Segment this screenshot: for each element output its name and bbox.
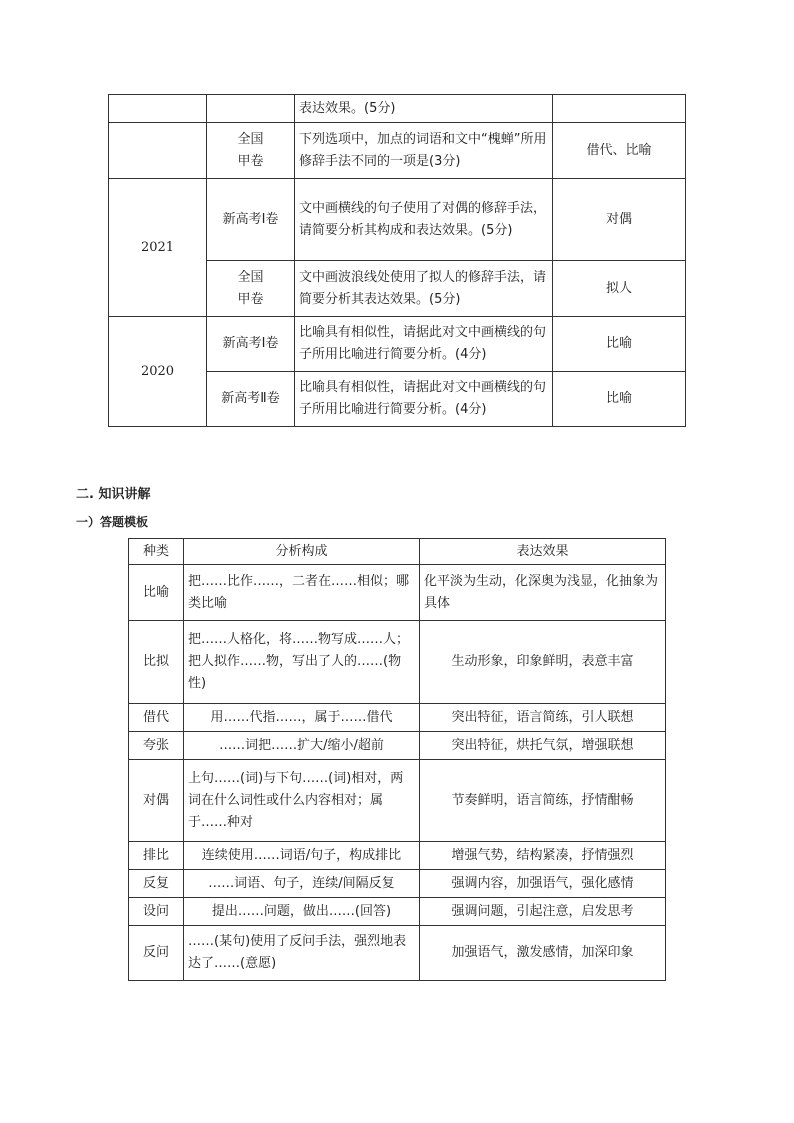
kind-cell: 对偶 bbox=[129, 760, 184, 842]
kind-cell: 反问 bbox=[129, 926, 184, 981]
question-cell: 比喻具有相似性，请据此对文中画横线的句子所用比喻进行简要分析。(4分) bbox=[295, 372, 553, 427]
analysis-cell: 把……比作……，二者在……相似；哪类比喻 bbox=[184, 565, 420, 621]
table-row bbox=[129, 898, 666, 926]
paper-cell: 全国 甲卷 bbox=[207, 123, 295, 179]
table-row bbox=[129, 732, 666, 760]
analysis-cell: 上句……(词)与下句……(词)相对，两词在什么词性或什么内容相对；属于……种对 bbox=[184, 760, 420, 842]
analysis-cell: ……词把……扩大/缩小/超前 bbox=[184, 732, 420, 760]
year-cell bbox=[109, 95, 207, 123]
kind-cell: 排比 bbox=[129, 842, 184, 870]
sub-section-title: 一）答题模板 bbox=[76, 515, 149, 529]
exam-question-table bbox=[108, 94, 686, 427]
paper-cell: 新高考Ⅱ卷 bbox=[207, 372, 295, 427]
kind-cell: 反复 bbox=[129, 870, 184, 898]
paper-cell bbox=[207, 95, 295, 123]
header-kind: 种类 bbox=[129, 539, 184, 565]
effect-cell: 突出特征，语言简练，引人联想 bbox=[420, 704, 666, 732]
kind-cell: 设问 bbox=[129, 898, 184, 926]
effect-cell: 节奏鲜明，语言简练，抒情酣畅 bbox=[420, 760, 666, 842]
analysis-cell: ……(某句)使用了反问手法，强烈地表达了……(意愿) bbox=[184, 926, 420, 981]
analysis-cell: 连续使用……词语/句子，构成排比 bbox=[184, 842, 420, 870]
question-cell: 文中画横线的句子使用了对偶的修辞手法，请简要分析其构成和表达效果。(5分) bbox=[295, 179, 553, 261]
effect-cell: 增强气势，结构紧凑，抒情强烈 bbox=[420, 842, 666, 870]
question-cell: 表达效果。(5分) bbox=[295, 95, 553, 123]
answer-template-table bbox=[128, 538, 666, 981]
paper-cell: 新高考Ⅰ卷 bbox=[207, 179, 295, 261]
device-cell: 拟人 bbox=[553, 261, 686, 317]
analysis-cell: ……词语、句子，连续/间隔反复 bbox=[184, 870, 420, 898]
kind-cell: 借代 bbox=[129, 704, 184, 732]
analysis-cell: 把……人格化，将……物写成……人；把人拟作……物，写出了人的……(物性) bbox=[184, 621, 420, 704]
table-row bbox=[129, 704, 666, 732]
year-cell: 2021 bbox=[109, 179, 207, 317]
device-cell: 比喻 bbox=[553, 372, 686, 427]
effect-cell: 强调内容，加强语气，强化感情 bbox=[420, 870, 666, 898]
analysis-cell: 提出……问题，做出……(回答) bbox=[184, 898, 420, 926]
paper-cell: 全国 甲卷 bbox=[207, 261, 295, 317]
table-row bbox=[109, 179, 686, 261]
kind-cell: 比喻 bbox=[129, 565, 184, 621]
effect-cell: 加强语气，激发感情，加深印象 bbox=[420, 926, 666, 981]
table-row bbox=[109, 123, 686, 179]
effect-cell: 化平淡为生动，化深奥为浅显，化抽象为具体 bbox=[420, 565, 666, 621]
table-row bbox=[129, 870, 666, 898]
table-row bbox=[109, 95, 686, 123]
kind-cell: 比拟 bbox=[129, 621, 184, 704]
header-analysis: 分析构成 bbox=[184, 539, 420, 565]
analysis-cell: 用……代指……，属于……借代 bbox=[184, 704, 420, 732]
table-row bbox=[129, 621, 666, 704]
device-cell: 对偶 bbox=[553, 179, 686, 261]
effect-cell: 生动形象，印象鲜明，表意丰富 bbox=[420, 621, 666, 704]
section-title: 二. 知识讲解 bbox=[76, 487, 151, 502]
table-row bbox=[129, 760, 666, 842]
table-row bbox=[109, 317, 686, 372]
device-cell: 比喻 bbox=[553, 317, 686, 372]
table-row bbox=[129, 842, 666, 870]
year-cell bbox=[109, 123, 207, 179]
question-cell: 下列选项中，加点的词语和文中“槐蝉”所用修辞手法不同的一项是(3分) bbox=[295, 123, 553, 179]
table-header-row bbox=[129, 539, 666, 565]
table-row bbox=[129, 565, 666, 621]
year-cell: 2020 bbox=[109, 317, 207, 427]
effect-cell: 强调问题，引起注意，启发思考 bbox=[420, 898, 666, 926]
device-cell bbox=[553, 95, 686, 123]
effect-cell: 突出特征，烘托气氛，增强联想 bbox=[420, 732, 666, 760]
question-cell: 文中画波浪线处使用了拟人的修辞手法，请简要分析其表达效果。(5分) bbox=[295, 261, 553, 317]
device-cell: 借代、比喻 bbox=[553, 123, 686, 179]
kind-cell: 夸张 bbox=[129, 732, 184, 760]
table-row bbox=[129, 926, 666, 981]
header-effect: 表达效果 bbox=[420, 539, 666, 565]
paper-cell: 新高考Ⅰ卷 bbox=[207, 317, 295, 372]
question-cell: 比喻具有相似性，请据此对文中画横线的句子所用比喻进行简要分析。(4分) bbox=[295, 317, 553, 372]
